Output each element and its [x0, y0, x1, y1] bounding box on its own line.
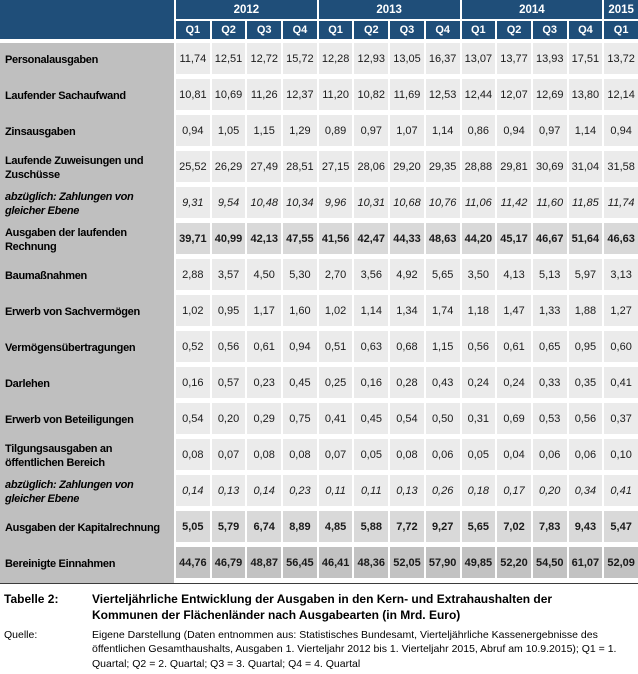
value-cell: 9,31 [174, 187, 210, 223]
source-label: Quelle: [4, 629, 38, 642]
row-label: Laufender Sachaufwand [0, 79, 174, 115]
table-row [0, 295, 638, 331]
value-cell: 7,83 [531, 511, 567, 547]
header-quarter: Q4 [281, 19, 317, 43]
value-cell: 12,72 [245, 43, 281, 79]
table-head [0, 0, 638, 43]
value-cell: 0,56 [567, 403, 603, 439]
table-corner-cell [0, 0, 174, 43]
value-cell: 3,13 [602, 259, 638, 295]
table-row [0, 475, 638, 511]
value-cell: 9,54 [210, 187, 246, 223]
value-cell: 7,02 [495, 511, 531, 547]
value-cell: 3,56 [352, 259, 388, 295]
value-cell: 0,75 [281, 403, 317, 439]
value-cell: 0,07 [210, 439, 246, 475]
value-cell: 1,74 [424, 295, 460, 331]
value-cell: 25,52 [174, 151, 210, 187]
value-cell: 0,94 [174, 115, 210, 151]
value-cell: 0,08 [388, 439, 424, 475]
value-cell: 12,69 [531, 79, 567, 115]
value-cell: 0,95 [210, 295, 246, 331]
row-label: Vermögensübertragungen [0, 331, 174, 367]
header-year: 2012 [174, 0, 317, 19]
value-cell: 10,76 [424, 187, 460, 223]
value-cell: 1,14 [424, 115, 460, 151]
value-cell: 0,33 [531, 367, 567, 403]
header-quarter: Q1 [317, 19, 353, 43]
value-cell: 29,35 [424, 151, 460, 187]
value-cell: 0,89 [317, 115, 353, 151]
value-cell: 61,07 [567, 547, 603, 583]
row-label: Ausgaben der Kapitalrechnung [0, 511, 174, 547]
value-cell: 3,57 [210, 259, 246, 295]
value-cell: 13,05 [388, 43, 424, 79]
value-cell: 28,06 [352, 151, 388, 187]
value-cell: 12,93 [352, 43, 388, 79]
value-cell: 30,69 [531, 151, 567, 187]
table-caption [0, 592, 638, 623]
value-cell: 10,82 [352, 79, 388, 115]
value-cell: 4,13 [495, 259, 531, 295]
value-cell: 1,60 [281, 295, 317, 331]
value-cell: 0,18 [460, 475, 496, 511]
value-cell: 12,51 [210, 43, 246, 79]
value-cell: 11,69 [388, 79, 424, 115]
value-cell: 1,18 [460, 295, 496, 331]
caption-label: Tabelle 2: [4, 592, 59, 606]
value-cell: 0,63 [352, 331, 388, 367]
value-cell: 0,08 [281, 439, 317, 475]
value-cell: 0,13 [388, 475, 424, 511]
table-row [0, 511, 638, 547]
row-label: Laufende Zuweisungen und Zuschüsse [0, 151, 174, 187]
value-cell: 42,47 [352, 223, 388, 259]
value-cell: 5,47 [602, 511, 638, 547]
value-cell: 10,81 [174, 79, 210, 115]
value-cell: 5,65 [460, 511, 496, 547]
value-cell: 0,08 [174, 439, 210, 475]
table-source [0, 628, 638, 671]
value-cell: 0,24 [460, 367, 496, 403]
value-cell: 4,85 [317, 511, 353, 547]
value-cell: 6,74 [245, 511, 281, 547]
value-cell: 17,51 [567, 43, 603, 79]
value-cell: 0,11 [317, 475, 353, 511]
value-cell: 1,27 [602, 295, 638, 331]
value-cell: 12,14 [602, 79, 638, 115]
header-quarter: Q2 [210, 19, 246, 43]
value-cell: 1,05 [210, 115, 246, 151]
value-cell: 0,06 [531, 439, 567, 475]
value-cell: 9,43 [567, 511, 603, 547]
value-cell: 48,63 [424, 223, 460, 259]
value-cell: 0,60 [602, 331, 638, 367]
value-cell: 1,02 [174, 295, 210, 331]
header-quarter: Q2 [495, 19, 531, 43]
value-cell: 13,93 [531, 43, 567, 79]
value-cell: 11,26 [245, 79, 281, 115]
value-cell: 39,71 [174, 223, 210, 259]
value-cell: 0,10 [602, 439, 638, 475]
value-cell: 46,63 [602, 223, 638, 259]
value-cell: 0,16 [174, 367, 210, 403]
header-quarter: Q1 [602, 19, 638, 43]
value-cell: 11,74 [602, 187, 638, 223]
table-row [0, 547, 638, 583]
value-cell: 0,61 [245, 331, 281, 367]
header-quarter: Q1 [174, 19, 210, 43]
row-label: abzüglich: Zahlungen von gleicher Ebene [0, 475, 174, 511]
value-cell: 0,45 [281, 367, 317, 403]
value-cell: 27,15 [317, 151, 353, 187]
table-body [0, 43, 638, 583]
value-cell: 2,70 [317, 259, 353, 295]
value-cell: 0,14 [174, 475, 210, 511]
value-cell: 0,57 [210, 367, 246, 403]
value-cell: 1,14 [352, 295, 388, 331]
value-cell: 48,36 [352, 547, 388, 583]
value-cell: 0,94 [495, 115, 531, 151]
value-cell: 12,28 [317, 43, 353, 79]
row-label: Personalausgaben [0, 43, 174, 79]
value-cell: 52,20 [495, 547, 531, 583]
value-cell: 0,34 [567, 475, 603, 511]
value-cell: 0,08 [245, 439, 281, 475]
value-cell: 0,61 [495, 331, 531, 367]
row-label: Erwerb von Beteiligungen [0, 403, 174, 439]
value-cell: 0,68 [388, 331, 424, 367]
header-quarter: Q2 [352, 19, 388, 43]
value-cell: 9,27 [424, 511, 460, 547]
value-cell: 46,67 [531, 223, 567, 259]
table-row [0, 115, 638, 151]
value-cell: 0,86 [460, 115, 496, 151]
value-cell: 11,42 [495, 187, 531, 223]
value-cell: 13,72 [602, 43, 638, 79]
value-cell: 0,50 [424, 403, 460, 439]
value-cell: 12,07 [495, 79, 531, 115]
header-quarter: Q3 [388, 19, 424, 43]
value-cell: 12,53 [424, 79, 460, 115]
value-cell: 26,29 [210, 151, 246, 187]
value-cell: 0,97 [531, 115, 567, 151]
header-year: 2013 [317, 0, 460, 19]
value-cell: 41,56 [317, 223, 353, 259]
value-cell: 0,16 [352, 367, 388, 403]
value-cell: 16,37 [424, 43, 460, 79]
value-cell: 0,51 [317, 331, 353, 367]
value-cell: 10,69 [210, 79, 246, 115]
value-cell: 42,13 [245, 223, 281, 259]
table-row [0, 43, 638, 79]
value-cell: 0,20 [531, 475, 567, 511]
value-cell: 1,14 [567, 115, 603, 151]
table-row [0, 259, 638, 295]
value-cell: 0,41 [602, 475, 638, 511]
value-cell: 46,41 [317, 547, 353, 583]
value-cell: 0,26 [424, 475, 460, 511]
value-cell: 44,20 [460, 223, 496, 259]
value-cell: 7,72 [388, 511, 424, 547]
value-cell: 0,25 [317, 367, 353, 403]
row-label: Erwerb von Sachvermögen [0, 295, 174, 331]
value-cell: 52,09 [602, 547, 638, 583]
value-cell: 0,35 [567, 367, 603, 403]
row-label: Darlehen [0, 367, 174, 403]
value-cell: 45,17 [495, 223, 531, 259]
value-cell: 0,23 [281, 475, 317, 511]
value-cell: 2,88 [174, 259, 210, 295]
value-cell: 4,50 [245, 259, 281, 295]
value-cell: 11,74 [174, 43, 210, 79]
value-cell: 5,30 [281, 259, 317, 295]
value-cell: 9,96 [317, 187, 353, 223]
value-cell: 0,05 [352, 439, 388, 475]
value-cell: 10,34 [281, 187, 317, 223]
table-row [0, 367, 638, 403]
value-cell: 0,07 [317, 439, 353, 475]
value-cell: 5,65 [424, 259, 460, 295]
value-cell: 49,85 [460, 547, 496, 583]
value-cell: 1,47 [495, 295, 531, 331]
value-cell: 1,15 [424, 331, 460, 367]
value-cell: 11,85 [567, 187, 603, 223]
value-cell: 0,06 [424, 439, 460, 475]
table-row [0, 151, 638, 187]
table-row [0, 79, 638, 115]
value-cell: 0,53 [531, 403, 567, 439]
row-label: Ausgaben der laufenden Rechnung [0, 223, 174, 259]
value-cell: 0,41 [317, 403, 353, 439]
header-quarter: Q4 [424, 19, 460, 43]
value-cell: 0,52 [174, 331, 210, 367]
value-cell: 0,94 [602, 115, 638, 151]
value-cell: 47,55 [281, 223, 317, 259]
value-cell: 1,02 [317, 295, 353, 331]
value-cell: 5,79 [210, 511, 246, 547]
value-cell: 13,07 [460, 43, 496, 79]
value-cell: 0,11 [352, 475, 388, 511]
table-row [0, 331, 638, 367]
value-cell: 29,81 [495, 151, 531, 187]
value-cell: 8,89 [281, 511, 317, 547]
value-cell: 0,56 [210, 331, 246, 367]
value-cell: 51,64 [567, 223, 603, 259]
value-cell: 0,29 [245, 403, 281, 439]
table-row [0, 403, 638, 439]
value-cell: 11,06 [460, 187, 496, 223]
value-cell: 15,72 [281, 43, 317, 79]
value-cell: 40,99 [210, 223, 246, 259]
value-cell: 5,88 [352, 511, 388, 547]
row-label: abzüglich: Zahlungen von gleicher Ebene [0, 187, 174, 223]
value-cell: 11,20 [317, 79, 353, 115]
header-quarter: Q3 [245, 19, 281, 43]
value-cell: 28,51 [281, 151, 317, 187]
row-label: Baumaßnahmen [0, 259, 174, 295]
value-cell: 0,45 [352, 403, 388, 439]
value-cell: 27,49 [245, 151, 281, 187]
value-cell: 0,41 [602, 367, 638, 403]
source-text: Eigene Darstellung (Daten entnommen aus: Statistisches Bundesamt, Vierteljährliche Kassenergebnisse des öffentlichen Gesamthaushalts, Ausgaben 1. Vierteljahr 2012 bis 1. Vierteljahr 2015, Abruf am 10.9.2015); Q1 = 1. Quartal; Q2 = 2. Quartal; Q3 = 3. Quartal; Q4 = 4. Quartal [92, 629, 617, 670]
value-cell: 44,76 [174, 547, 210, 583]
value-cell: 0,20 [210, 403, 246, 439]
value-cell: 0,43 [424, 367, 460, 403]
value-cell: 1,15 [245, 115, 281, 151]
value-cell: 12,44 [460, 79, 496, 115]
value-cell: 0,65 [531, 331, 567, 367]
value-cell: 1,07 [388, 115, 424, 151]
value-cell: 10,68 [388, 187, 424, 223]
value-cell: 44,33 [388, 223, 424, 259]
value-cell: 0,54 [174, 403, 210, 439]
table-row [0, 187, 638, 223]
value-cell: 31,04 [567, 151, 603, 187]
table-row [0, 223, 638, 259]
value-cell: 29,20 [388, 151, 424, 187]
value-cell: 3,50 [460, 259, 496, 295]
value-cell: 0,04 [495, 439, 531, 475]
value-cell: 56,45 [281, 547, 317, 583]
value-cell: 5,97 [567, 259, 603, 295]
value-cell: 0,54 [388, 403, 424, 439]
value-cell: 48,87 [245, 547, 281, 583]
value-cell: 57,90 [424, 547, 460, 583]
value-cell: 0,05 [460, 439, 496, 475]
value-cell: 0,14 [245, 475, 281, 511]
value-cell: 1,34 [388, 295, 424, 331]
value-cell: 0,28 [388, 367, 424, 403]
header-quarter: Q1 [460, 19, 496, 43]
value-cell: 0,95 [567, 331, 603, 367]
value-cell: 0,31 [460, 403, 496, 439]
value-cell: 0,17 [495, 475, 531, 511]
value-cell: 0,94 [281, 331, 317, 367]
value-cell: 31,58 [602, 151, 638, 187]
value-cell: 0,97 [352, 115, 388, 151]
value-cell: 46,79 [210, 547, 246, 583]
value-cell: 12,37 [281, 79, 317, 115]
value-cell: 0,24 [495, 367, 531, 403]
value-cell: 0,37 [602, 403, 638, 439]
value-cell: 4,92 [388, 259, 424, 295]
row-label: Bereinigte Einnahmen [0, 547, 174, 583]
value-cell: 54,50 [531, 547, 567, 583]
value-cell: 1,29 [281, 115, 317, 151]
table-row [0, 439, 638, 475]
value-cell: 0,69 [495, 403, 531, 439]
row-label: Zinsausgaben [0, 115, 174, 151]
value-cell: 10,48 [245, 187, 281, 223]
row-label: Tilgungsausgaben an öffentlichen Bereich [0, 439, 174, 475]
value-cell: 52,05 [388, 547, 424, 583]
header-quarter: Q4 [567, 19, 603, 43]
value-cell: 1,33 [531, 295, 567, 331]
value-cell: 28,88 [460, 151, 496, 187]
value-cell: 13,77 [495, 43, 531, 79]
header-quarter: Q3 [531, 19, 567, 43]
value-cell: 13,80 [567, 79, 603, 115]
value-cell: 0,56 [460, 331, 496, 367]
header-year: 2014 [460, 0, 603, 19]
value-cell: 0,13 [210, 475, 246, 511]
value-cell: 10,31 [352, 187, 388, 223]
value-cell: 11,60 [531, 187, 567, 223]
value-cell: 5,05 [174, 511, 210, 547]
caption-text: Vierteljährliche Entwicklung der Ausgaben in den Kern- und Extrahaushalten der Kommunen der Flächenländer nach Ausgabearten (in Mrd. Euro) [92, 592, 553, 622]
value-cell: 0,23 [245, 367, 281, 403]
value-cell: 1,17 [245, 295, 281, 331]
value-cell: 5,13 [531, 259, 567, 295]
header-year: 2015 [602, 0, 638, 19]
value-cell: 0,06 [567, 439, 603, 475]
value-cell: 1,88 [567, 295, 603, 331]
